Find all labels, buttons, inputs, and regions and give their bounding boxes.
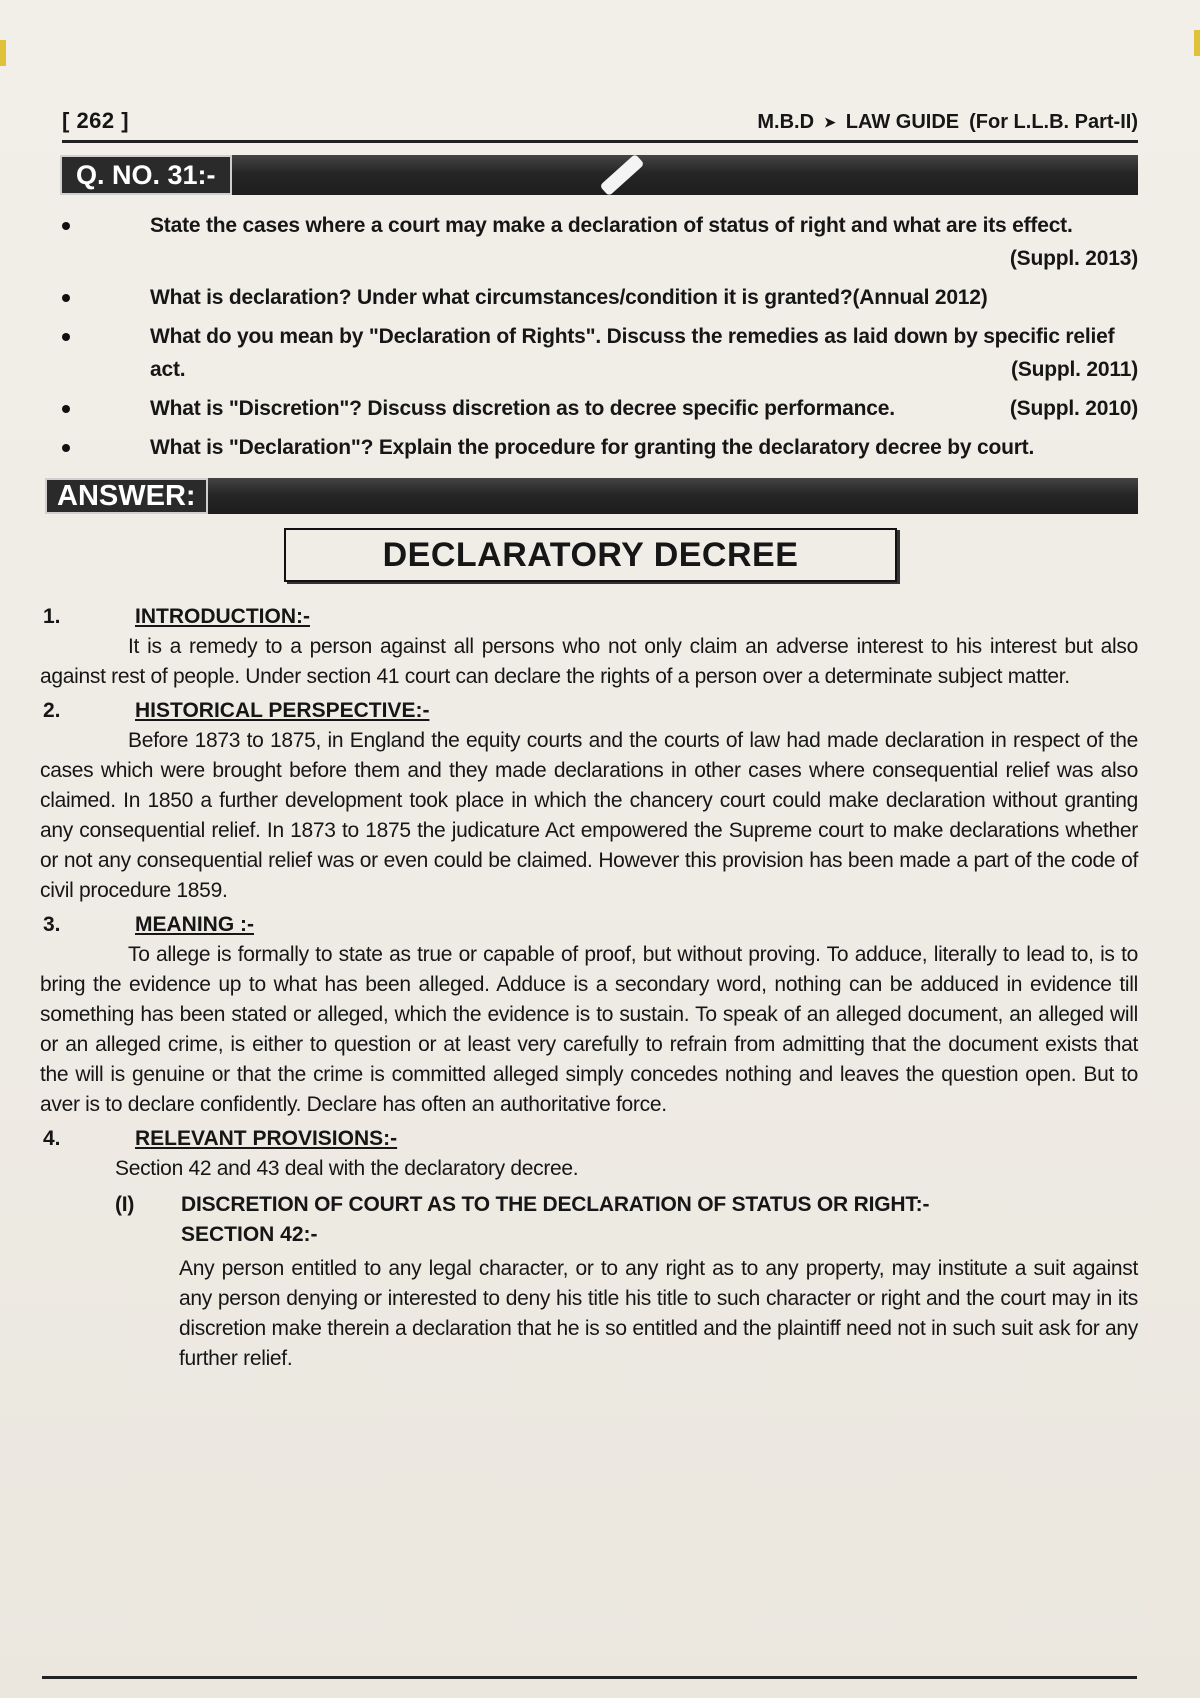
section-number: 4. <box>43 1127 61 1150</box>
section-relevant-provisions <box>40 1124 1138 1374</box>
question-text: What is declaration? Under what circumstances/condition it is granted? <box>150 286 853 309</box>
publisher-name: M.B.D <box>757 111 815 133</box>
question-source: (Suppl. 2013) <box>1009 247 1138 270</box>
question-item <box>40 392 1138 425</box>
subsection-heading <box>40 1190 1138 1220</box>
answer-sections <box>40 602 1138 1374</box>
pen-icon <box>599 154 644 197</box>
question-label: Q. NO. 31:- <box>60 155 232 195</box>
question-item <box>40 281 1138 314</box>
bottom-rule <box>42 1676 1137 1679</box>
statute-section-label: SECTION 42:- <box>181 1223 318 1246</box>
chevron-right-icon: ➤ <box>824 114 836 130</box>
bullet-icon <box>62 333 70 341</box>
question-text: What is "Discretion"? Discuss discretion as to decree specific performance. <box>150 397 895 420</box>
answer-label: ANSWER: <box>45 478 208 514</box>
scan-edge-mark <box>1194 30 1200 56</box>
question-bar <box>60 155 1138 195</box>
section-number: 1. <box>43 605 61 628</box>
section-title: HISTORICAL PERSPECTIVE:- <box>135 699 430 722</box>
running-title <box>757 111 1138 134</box>
scan-edge-mark <box>0 40 6 66</box>
section-heading <box>40 602 1138 632</box>
guide-title: LAW GUIDE <box>845 111 960 133</box>
section-body: Before 1873 to 1875, in England the equity courts and the courts of law had made declaration in respect of the cases which were brought before them and they made declarations in other cases where consequential relief was also claimed. In 1850 a further development took place in which the chancery court could make declaration without granting any consequential relief. In 1873 to 1875 the judicature Act empowered the Supreme court to make declarations whether or not any consequential relief was or even could be claimed. However this provision has been made a part of the code of civil procedure 1859. <box>40 729 1138 902</box>
question-text: What do you mean by "Declaration of Rights". Discuss the remedies as laid down by specific relief act. <box>150 325 1115 381</box>
question-item <box>40 431 1138 464</box>
page-header <box>62 108 1138 143</box>
guide-subtitle: (For L.L.B. Part-II) <box>969 111 1138 133</box>
subsection-title: DISCRETION OF COURT AS TO THE DECLARATION OF STATUS OR RIGHT:- <box>181 1193 930 1216</box>
section-intro: Section 42 and 43 deal with the declaratory decree. <box>115 1157 579 1180</box>
question-text: State the cases where a court may make a declaration of status of right and what are its effect. <box>150 214 1073 237</box>
question-text: What is "Declaration"? Explain the procedure for granting the declaratory decree by court. <box>150 436 1035 459</box>
question-source: (Suppl. 2011) <box>1011 358 1138 381</box>
question-item <box>40 209 1138 275</box>
section-introduction <box>40 602 1138 692</box>
section-meaning <box>40 910 1138 1120</box>
section-body: It is a remedy to a person against all persons who not only claim an adverse interest to his interest but also against rest of people. Under section 41 court can declare the rights of a person over a determinate subject matter. <box>40 635 1138 688</box>
bullet-icon <box>62 294 70 302</box>
section-title: RELEVANT PROVISIONS:- <box>135 1127 398 1150</box>
question-list <box>40 209 1138 464</box>
bullet-icon <box>62 405 70 413</box>
answer-title: DECLARATORY DECREE <box>284 528 897 582</box>
answer-bar <box>45 478 1138 514</box>
subsection-marker: (I) <box>115 1193 135 1216</box>
section-number: 3. <box>43 913 61 936</box>
section-historical-perspective <box>40 696 1138 906</box>
section-heading <box>40 910 1138 940</box>
question-source: (Annual 2012) <box>852 286 988 309</box>
section-title: INTRODUCTION:- <box>135 605 310 628</box>
statute-text: Any person entitled to any legal character, or to any right as to any property, may institute a suit against any person denying or interested to deny his title his title to such character or right and the court may in its discretion make therein a declaration that he is so entitled and the plaintiff need not in such suit ask for any further relief. <box>179 1257 1138 1370</box>
section-heading <box>40 1124 1138 1154</box>
section-title: MEANING :- <box>135 913 254 936</box>
section-heading <box>40 696 1138 726</box>
question-item <box>40 320 1138 386</box>
section-number: 2. <box>43 699 61 722</box>
question-source: (Suppl. 2010) <box>1009 397 1138 420</box>
page-number: [ 262 ] <box>62 108 130 133</box>
bullet-icon <box>62 222 70 230</box>
section-body: To allege is formally to state as true or capable of proof, but without proving. To adduce, literally to lead to, is to bring the evidence up to what has been alleged. Adduce is a secondary word, nothing can be adduced in evidence till something has been stated or alleged, which the evidence is to sustain. To speak of an alleged document, an alleged will or an alleged crime, is either to question or at least very carefully to refrain from admitting that the document exists that the will is genuine or that the crime is committed alleged simply concedes nothing and leaves the question open. But to aver is to declare confidently. Declare has often an authoritative force. <box>40 943 1138 1116</box>
bullet-icon <box>62 444 70 452</box>
